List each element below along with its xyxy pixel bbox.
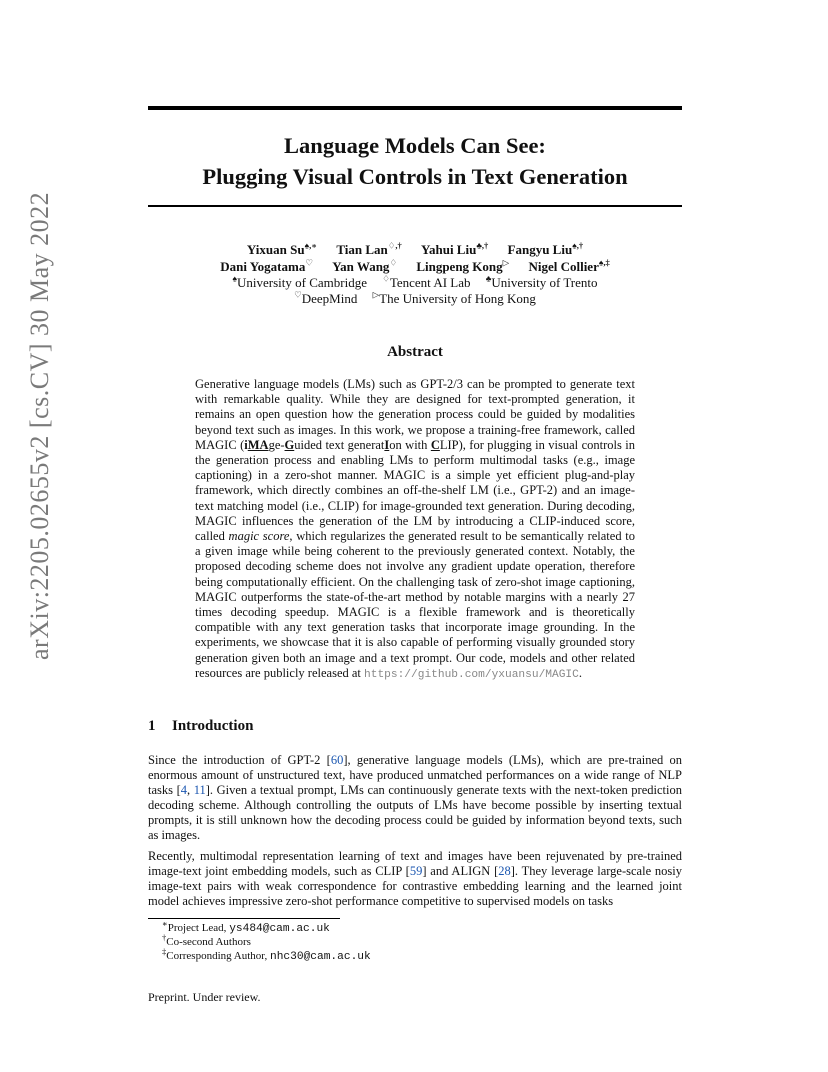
intro-paragraph-2: Recently, multimodal representation learning of text and images have been rejuvenated by pre-trained image-text joint embedding models, such as CLIP [59] and ALIGN [28]. They leverage large-scale nosiy image-text pairs with weak correspondence for contrastive embedding learning and the learned joint model achieves impressive zero-shot performance competitive to supervised models on tasks xyxy=(148,849,682,909)
affiliation: ♡DeepMind xyxy=(294,289,358,306)
abstract-body: Generative language models (LMs) such as GPT-2/3 can be prompted to generate text with remarkable quality. While they are designed for text-prompted generation, it remains an open question how the generation process could be guided by modalities beyond text such as images. In this work, we propose a training-free framework, called MAGIC (iMAge-Guided text generatIon with CLIP), for plugging in visual controls in the generation process and enabling LMs to perform multimodal tasks (e.g., image captioning) in a zero-shot manner. MAGIC is a simple yet efficient plug-and-play framework, which directly combines an off-the-shelf LM (i.e., GPT-2) and an image-text matching model (i.e., CLIP) for image-grounded text generation. During decoding, MAGIC influences the generation of the LM by introducing a CLIP-induced score, called magic score, which regularizes the generated result to be semantically related to a given image while being coherent to the previously generated context. Notably, the proposed decoding scheme does not involve any gradient update operation, therefore being computationally efficient. On the challenging task of zero-shot image captioning, MAGIC outperforms the state-of-the-art method by notable margins with a nearly 27 times decoding speedup. MAGIC is a flexible framework and is theoretically compatible with any text generation tasks that incorporate image grounding. In the experiments, we showcase that it is also capable of performing visually grounded story generation given both an image and a text prompt. Our code, models and other related resources are publicly released at https://github.com/yxuansu/MAGIC. xyxy=(195,377,635,681)
abstract-heading: Abstract xyxy=(387,344,443,360)
affiliation: ♣University of Trento xyxy=(485,273,598,290)
author-row-1 xyxy=(148,242,682,258)
paper-title xyxy=(148,130,682,192)
title-top-rule xyxy=(148,106,682,110)
affiliation-row-2 xyxy=(148,291,682,307)
citation-link[interactable]: 28 xyxy=(498,864,511,879)
author-name: Tian Lan♢,† xyxy=(336,240,402,257)
affiliation: ▷The University of Hong Kong xyxy=(372,289,536,306)
author-name: Dani Yogatama♡ xyxy=(220,257,313,274)
footnote-co-second: †Co-second Authors xyxy=(162,932,251,948)
email-link[interactable]: nhc30@cam.ac.uk xyxy=(270,951,371,963)
affiliation-row-1 xyxy=(148,275,682,291)
arxiv-identifier: arXiv:2205.02655v2 [cs.CV] 30 May 2022 xyxy=(25,191,54,660)
author-name: Yixuan Su♠,∗ xyxy=(246,240,318,257)
author-name: Nigel Collier♠,‡ xyxy=(528,257,610,274)
citation-link[interactable]: 59 xyxy=(409,864,423,879)
preprint-note: Preprint. Under review. xyxy=(148,990,261,1004)
affiliation: ♠University of Cambridge xyxy=(232,273,367,290)
author-row-2 xyxy=(148,259,682,275)
section-heading: 1 Introduction xyxy=(148,718,254,734)
footnote-project-lead: ∗Project Lead, ys484@cam.ac.uk xyxy=(162,918,330,935)
title-line-1: Language Models Can See: xyxy=(284,133,546,158)
email-link[interactable]: ys484@cam.ac.uk xyxy=(229,923,330,935)
intro-paragraph-1: Since the introduction of GPT-2 [60], generative language models (LMs), which are pre-trained on enormous amount of unstructured text, have produced unmatched performances on a wide range of NLP tasks [4, 11]. Given a textual prompt, LMs can continuously generate texts with the next-token prediction decoding scheme. Although controlling the outputs of LMs have become possible by inserting textual prompts, it is still unknown how the decoding process could be guided by information beyond texts, such as images. xyxy=(148,753,682,843)
citation-link[interactable]: 60 xyxy=(330,753,344,767)
footnote-corresponding: ‡Corresponding Author, nhc30@cam.ac.uk xyxy=(162,946,371,963)
citation-link[interactable]: 11 xyxy=(193,783,206,798)
author-name: Fangyu Liu♠,† xyxy=(507,240,584,257)
author-name: Yan Wang♢ xyxy=(332,257,398,274)
footnote-rule xyxy=(148,918,340,919)
author-name: Lingpeng Kong▷ xyxy=(416,257,510,274)
title-bottom-rule xyxy=(148,205,682,207)
code-url-link[interactable]: https://github.com/yxuansu/MAGIC xyxy=(364,668,579,681)
affiliation: ♢Tencent AI Lab xyxy=(382,273,471,290)
author-name: Yahui Liu♣,† xyxy=(421,240,489,257)
title-line-2: Plugging Visual Controls in Text Generation xyxy=(202,164,628,189)
citation-link[interactable]: 4 xyxy=(180,783,187,798)
